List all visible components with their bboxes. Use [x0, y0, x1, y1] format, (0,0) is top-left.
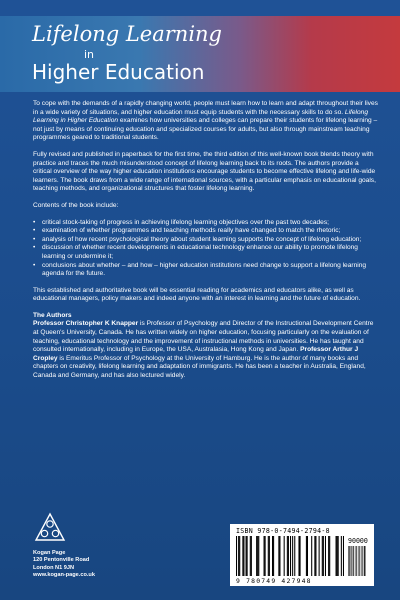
book-title-line1: Lifelong Learning — [32, 22, 223, 46]
barcode-bar — [272, 536, 273, 576]
barcode-bar — [278, 536, 279, 576]
barcode-bar — [256, 536, 257, 576]
barcode-bar — [290, 536, 291, 576]
barcode-bar — [273, 536, 274, 576]
barcode-bar — [292, 536, 293, 576]
ean-barcode — [236, 536, 344, 576]
barcode-bar — [268, 536, 269, 576]
intro-text-start: To cope with the demands of a rapidly changing world, people must learn how to learn and adapt throughout their lives in a wide variety of situations, and higher education must equip students with the necessary skills to do so. — [33, 100, 378, 116]
barcode-bar — [328, 536, 329, 576]
author1-name: Professor Christopher K Knapper — [33, 320, 139, 328]
barcode-bar — [269, 536, 270, 576]
authors-heading: The Authors — [33, 311, 72, 319]
barcode-bar — [284, 536, 285, 576]
publisher-address: 120 Pentonville Road — [33, 557, 90, 564]
book-title-line2: Higher Education — [32, 60, 205, 84]
publisher-info — [33, 550, 95, 580]
barcode-bar — [257, 536, 258, 576]
intro-book-title: Lifelong Learning in Higher Education — [33, 108, 369, 125]
blurb — [33, 100, 379, 389]
closing-paragraph: This established and authoritative book will be essential reading for academics and educators alike, as well as educational managers, policy makers and indeed anyone with an interest in learning and the future of education. — [33, 286, 361, 303]
contents-list — [33, 219, 379, 279]
kogan-page-logo-icon — [34, 512, 66, 544]
barcode-bar — [315, 536, 316, 576]
list-item: • discussion of whether recent developments in educational technology enhance our ability to promote lifelong learning or undermine it; — [33, 244, 379, 261]
barcode-bar — [242, 536, 243, 576]
barcode-bar — [319, 536, 320, 576]
barcode-bar — [298, 536, 299, 576]
barcode-bar — [251, 536, 252, 576]
barcode-bar — [325, 536, 326, 576]
barcode-bar — [236, 536, 237, 576]
list-item: • analysis of how recent psychological theory about student learning supports the concept of lifelong education; — [33, 236, 379, 245]
barcode-bar — [287, 536, 288, 576]
barcode-bar — [329, 536, 330, 576]
barcode-bar — [314, 536, 315, 576]
publisher-website[interactable]: www.kogan-page.co.uk — [33, 572, 95, 579]
barcode-bar — [311, 536, 312, 576]
barcode-bar — [300, 536, 301, 576]
barcode-bar — [279, 536, 280, 576]
author2-name: Professor Arthur J Cropley — [33, 346, 359, 362]
barcode-bar — [238, 536, 239, 576]
book-title-connector: in — [84, 48, 95, 61]
barcode-bar — [322, 536, 323, 576]
barcode-bar — [337, 536, 338, 576]
authors-paragraph — [33, 320, 379, 380]
barcode-bar — [243, 536, 244, 576]
intro-text-end: examines how universities and colleges can prepare their students for lifelong learning – not just by means of continuing education and specialized courses for adults, but also through mainstream teaching programmes geared to traditional students. — [33, 117, 378, 142]
barcode-bar — [246, 536, 247, 576]
publisher-city: London N1 9JN — [33, 564, 75, 571]
barcode-bar — [250, 536, 251, 576]
barcode-bar — [294, 536, 295, 576]
barcode-bar — [336, 536, 337, 576]
barcode-bar — [258, 536, 259, 576]
list-item: • critical stock-taking of progress in achieving lifelong learning objectives over the past two decades; — [33, 219, 379, 228]
barcode-bar — [343, 536, 344, 576]
barcode-bar — [247, 536, 248, 576]
barcode-bar — [338, 536, 339, 576]
barcode-bar — [288, 536, 289, 576]
barcode-bar — [307, 536, 308, 576]
price-code: 90000 — [348, 537, 368, 545]
isbn-text: ISBN 978-0-7494-2794-8 — [236, 527, 330, 535]
barcode-bar — [264, 536, 265, 576]
barcode-bar — [239, 536, 240, 576]
ean-digits: 9 780749 427948 — [236, 577, 312, 585]
price-barcode — [348, 546, 368, 576]
author1-bio: is Professor of Psychology and Director of the Instructional Development Centre at Queen's University, Canada. He has written widely on higher education, focusing particularly on the evaluation of teaching, educational technology and the improvement of instructional methods in universities. He has taught and consulted internationally, including in Europe, the USA, Australasia, Hong Kong and Japan. — [33, 320, 374, 354]
barcode-panel — [230, 524, 374, 586]
contents-intro: Contents of the book include: — [33, 201, 119, 209]
publisher-name: Kogan Page — [33, 550, 66, 556]
barcode-bar — [341, 536, 342, 576]
list-item: • conclusions about whether – and how – higher education institutions need change to support a lifelong learning agenda for the future. — [33, 262, 379, 279]
barcode-bar — [323, 536, 324, 576]
revised-paragraph: Fully revised and published in paperback for the first time, the third edition of this well-known book blends theory with practice and traces the much misunderstood concept of lifelong learning back to its roots. The authors provide a critical overview of the way higher education institutions encourage students to become effective lifelong and life-wide learners. The book draws from a wide range of international sources, with a particular emphasis on educational goals, teaching methods, and organizational structures that foster lifelong learning. — [33, 150, 376, 193]
intro-paragraph — [33, 100, 379, 143]
list-item: • examination of whether programmes and teaching methods really have changed to match the rhetoric; — [33, 227, 379, 236]
barcode-bar — [265, 536, 266, 576]
barcode-bar — [306, 536, 307, 576]
author2-bio: is Emeritus Professor of Psychology at the University of Hamburg. He is the author of many books and chapters on creativity, lifelong learning and adaptation of immigrants. He has been a teacher in Australia, England, Canada and Germany, and has also lectured widely. — [33, 354, 366, 380]
